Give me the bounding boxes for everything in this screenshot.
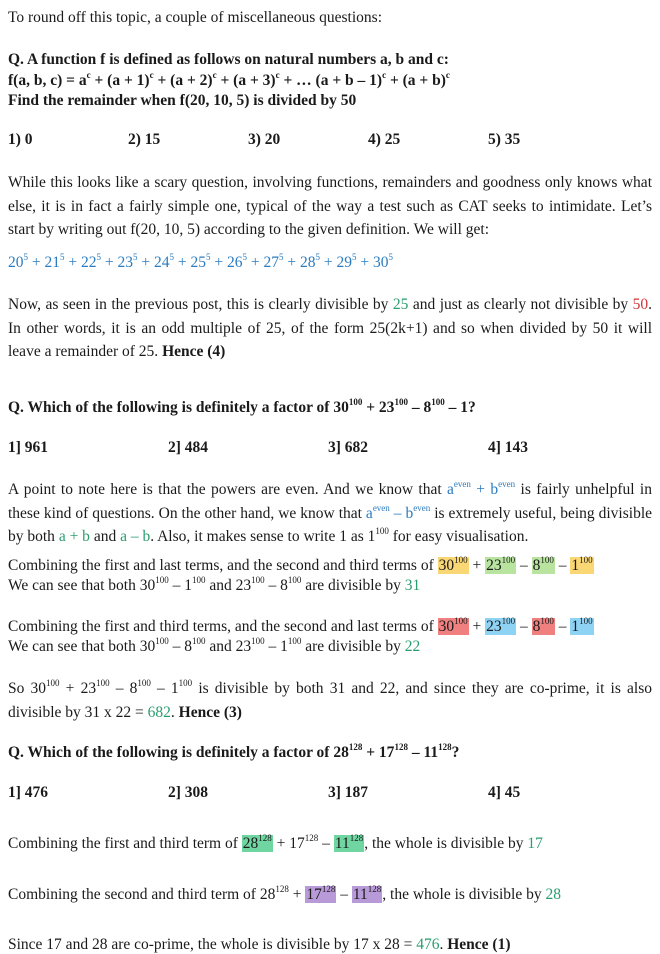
q3-combo1: Combining the first and third term of $28^{128} + 17^{128} - 11^{128}$, the whole is divisible by 17 bbox=[8, 833, 543, 852]
q1-series: $20^5 + 21^5 + 22^5 + 23^5 + 24^5 + 25^5 + 26^5 + 27^5 + 28^5 + 29^5 + 30^5$ bbox=[8, 252, 393, 271]
q3-conclusion: Since 17 and 28 are co-prime, the whole is divisible by 17 x 28 = 476. Hence (1) bbox=[8, 936, 511, 953]
highlight-term-23: $23^{100}$ bbox=[486, 616, 516, 635]
q2-combo2-line2: We can see that both $30^{100} - 8^{100}$ and $23^{100} - 1^{100}$ are divisible by 22 bbox=[8, 636, 421, 655]
intro-text: To round off this topic, a couple of miscellaneous questions: bbox=[8, 9, 383, 26]
q1-option-2: 2) 15 bbox=[128, 131, 161, 148]
q2-answer: Hence (3) bbox=[178, 703, 242, 721]
highlight-term-30: $30^{100}$ bbox=[438, 616, 468, 635]
highlight-term-1: $1^{100}$ bbox=[571, 616, 593, 635]
highlight-term-30: $30^{100}$ bbox=[438, 555, 468, 574]
q2-conclusion: So $30^{100} + 23^{100} - 8^{100} - 1^{100}$ is divisible by both 31 and 22, and since they are co-prime, it is also divisible by 31 x 22 = 682. Hence (3) bbox=[8, 678, 652, 721]
highlight-term-28: $28^{128}$ bbox=[242, 833, 272, 852]
q3-option-1: 1] 476 bbox=[8, 784, 49, 801]
q3-option-2: 2] 308 bbox=[168, 784, 209, 801]
q1-ask: Find the remainder when f(20, 10, 5) is divided by 50 bbox=[8, 92, 357, 109]
q2-option-2: 2] 484 bbox=[168, 439, 209, 456]
q1-title: Q. A function f is defined as follows on natural numbers a, b and c: bbox=[8, 51, 449, 68]
q2-title: Q. Which of the following is definitely a factor of $30^{100} + 23^{100} - 8^{100} - 1$? bbox=[8, 397, 476, 416]
q1-option-5: 5) 35 bbox=[488, 131, 521, 148]
q2-option-4: 4] 143 bbox=[488, 439, 529, 456]
q3-title: Q. Which of the following is definitely a factor of $28^{128} + 17^{128} - 11^{128}$? bbox=[8, 742, 460, 761]
q1-definition: f(a, b, $c) = a^c + (a + 1)^c + (a + 2)^c + (a + 3)^c$ + … $(a + b - 1)^c + (a + b)^c$ bbox=[8, 70, 450, 89]
q1-option-1: 1) 0 bbox=[8, 131, 33, 148]
q2-option-1: 1] 961 bbox=[8, 439, 49, 456]
q1-option-3: 3) 20 bbox=[248, 131, 281, 148]
highlight-term-17: $17^{128}$ bbox=[306, 884, 336, 903]
q1-explanation-p2: Now, as seen in the previous post, this is clearly divisible by 25 and just as clearly not divisible by 50. In other words, it is an odd multiple of 25, of the form 25(2k+1) and so when divided by 50 it will leave a remainder of 25. Hence (4) bbox=[8, 296, 653, 360]
highlight-term-11: $11^{128}$ bbox=[352, 884, 382, 903]
highlight-term-23: $23^{100}$ bbox=[486, 555, 516, 574]
highlight-term-1: $1^{100}$ bbox=[571, 555, 593, 574]
q3-option-4: 4] 45 bbox=[488, 784, 521, 801]
highlight-term-11: $11^{128}$ bbox=[334, 833, 364, 852]
q2-combo2-line1: Combining the first and third terms, and the second and last terms of $30^{100} + 23^{100} - 8^{100} - 1^{100}$ bbox=[8, 616, 593, 635]
q3-option-3: 3] 187 bbox=[328, 784, 369, 801]
q2-combo1-line1: Combining the first and last terms, and the second and third terms of $30^{100} + 23^{100} - 8^{100} - 1^{100}$ bbox=[8, 555, 593, 574]
q2-combo1-line2: We can see that both $30^{100} - 1^{100}$ and $23^{100} - 8^{100}$ are divisible by 31 bbox=[8, 575, 421, 594]
highlight-term-8: $8^{100}$ bbox=[532, 616, 554, 635]
highlight-term-8: $8^{100}$ bbox=[532, 555, 554, 574]
q1-option-4: 4) 25 bbox=[368, 131, 401, 148]
q2-option-3: 3] 682 bbox=[328, 439, 369, 456]
q2-explanation-p1: A point to note here is that the powers are even. And we know that $a^{even} + b^{even}$ is fairly unhelpful in these kind of questions. On the other hand, we know that $a^{even} - b^{even}$ is extremely useful, being divisible by both a + b and a – b. Also, it makes sense to write 1 as $1^{100}$ for easy visualisation. bbox=[8, 479, 653, 545]
q1-explanation-p1: While this looks like a scary question, involving functions, remainders and goodness only knows what else, it is in fact a fairly simple one, typical of the way a test such as CAT seeks to intimidate. Let’s start by writing out f(20, 10, 5) according to the given definition. We will get: bbox=[8, 174, 652, 238]
q1-answer: Hence (4) bbox=[162, 343, 226, 360]
q3-answer: Hence (1) bbox=[447, 936, 511, 953]
q3-combo2: Combining the second and third term of $28^{128} + 17^{128} - 11^{128}$, the whole is divisible by 28 bbox=[8, 884, 561, 903]
